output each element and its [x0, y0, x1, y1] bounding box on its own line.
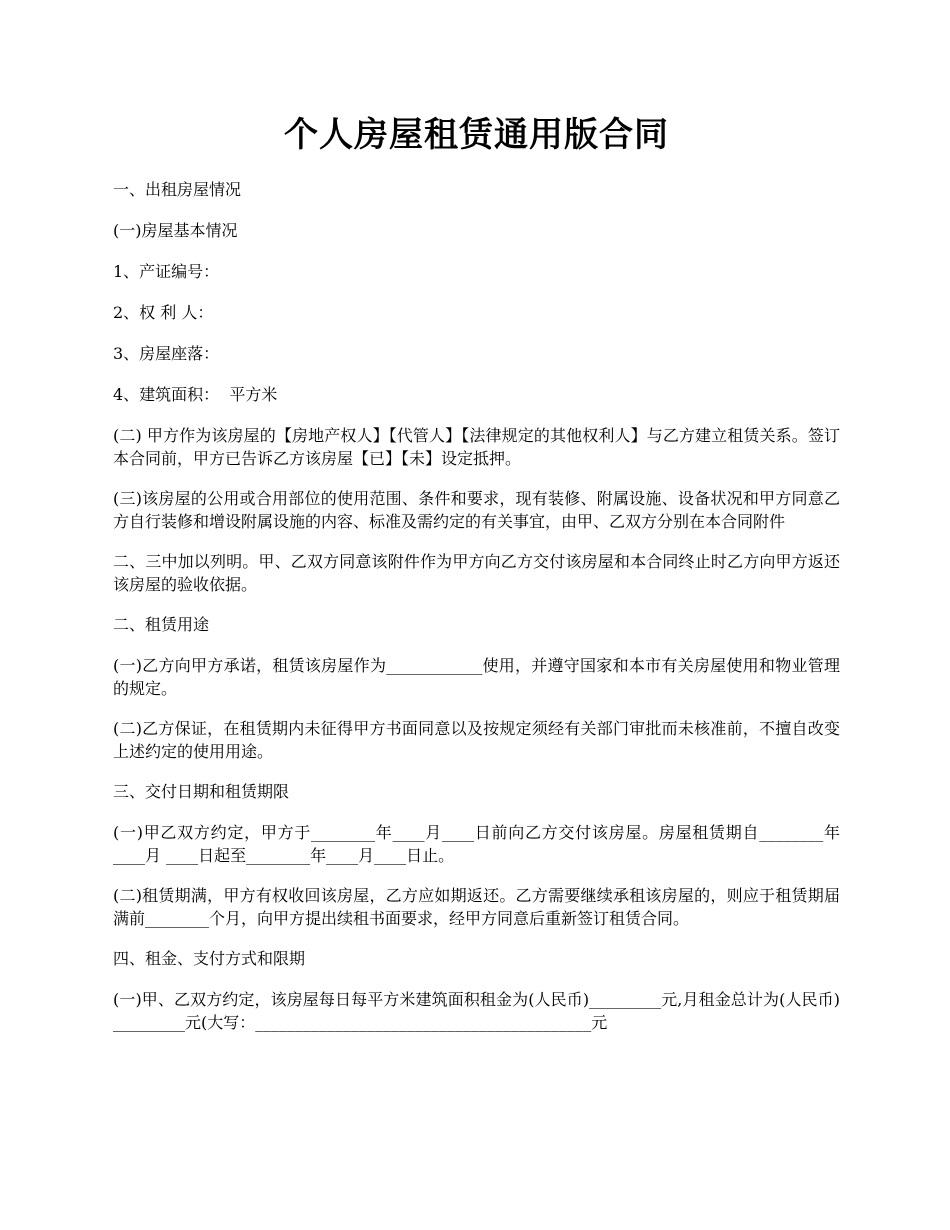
paragraph: (一)乙方向甲方承诺，租赁该房屋作为____________使用，并遵守国家和本市有关房屋使用和物业管理的规定。: [113, 656, 840, 698]
paragraph: (一)甲、乙双方约定，该房屋每日每平方米建筑面积租金为(人民币)_________元,月租金总计为(人民币) _________元(大写：__________________________________________元: [113, 990, 840, 1032]
field-line: 4、建筑面积： 平方米: [113, 385, 278, 404]
paragraph: (三)该房屋的公用或合用部位的使用范围、条件和要求，现有装修、附属设施、设备状况和甲方同意乙方自行装修和增设附属设施的内容、标准及需约定的有关事宜，由甲、乙双方分别在本合同附件: [113, 489, 840, 531]
section-heading: 二、租赁用途: [113, 615, 210, 634]
document-title: 个人房屋租赁通用版合同: [284, 115, 669, 155]
paragraph: 二、三中加以列明。甲、乙双方同意该附件作为甲方向乙方交付该房屋和本合同终止时乙方向甲方返还该房屋的验收依据。: [113, 552, 840, 594]
field-line: 2、权 利 人：: [113, 303, 214, 322]
section-heading: 一、出租房屋情况: [113, 180, 242, 199]
subsection-heading: (一)房屋基本情况: [113, 221, 238, 240]
field-line: 1、产证编号：: [113, 262, 220, 281]
section-heading: 四、租金、支付方式和限期: [113, 949, 306, 968]
paragraph: (二)乙方保证，在租赁期内未征得甲方书面同意以及按规定须经有关部门审批而未核准前，不擅自改变上述约定的使用用途。: [113, 719, 840, 761]
paragraph: (一)甲乙双方约定，甲方于________年____月____日前向乙方交付该房屋。房屋租赁期自________年____月 ____日起至________年____月____日止。: [113, 823, 840, 865]
paragraph: (二)租赁期满，甲方有权收回该房屋，乙方应如期返还。乙方需要继续承租该房屋的，则应于租赁期届满前________个月，向甲方提出续租书面要求，经甲方同意后重新签订租赁合同。: [113, 886, 840, 928]
section-heading: 三、交付日期和租赁期限: [113, 782, 290, 801]
field-line: 3、房屋座落：: [113, 344, 220, 363]
paragraph: (二) 甲方作为该房屋的【房地产权人】【代管人】【法律规定的其他权利人】与乙方建立租赁关系。签订本合同前，甲方已告诉乙方该房屋【已】【未】设定抵押。: [113, 426, 840, 468]
document-body: [113, 178, 840, 1052]
